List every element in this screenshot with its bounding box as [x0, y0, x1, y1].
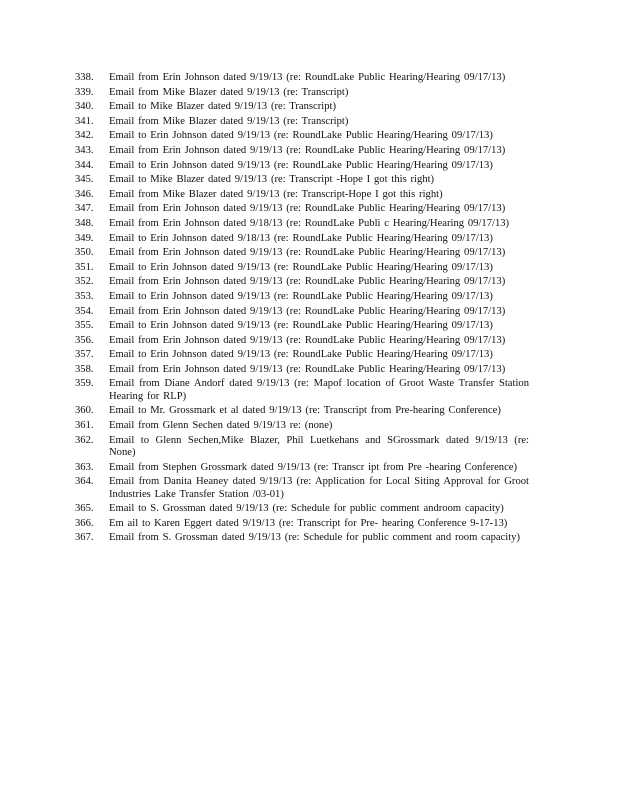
entry-number: 342. [75, 130, 94, 142]
list-item [0, 518, 618, 530]
list-item [0, 462, 618, 474]
entry-number: 347. [75, 203, 94, 215]
entry-number: 355. [75, 320, 94, 332]
list-item [0, 435, 618, 460]
entry-description: Email from Erin Johnson dated 9/19/13 (re: RoundLake Public Hearing/Hearing 09/17/13) [109, 247, 506, 259]
list-item [0, 130, 618, 142]
list-item [0, 233, 618, 245]
entry-number: 356. [75, 334, 94, 346]
entry-number: 353. [75, 290, 94, 302]
entry-description: Email from Erin Johnson dated 9/19/13 (re: RoundLake Public Hearing/Hearing 09/17/13) [109, 305, 506, 317]
list-item [0, 503, 618, 515]
list-item [0, 189, 618, 201]
list-item [0, 262, 618, 274]
entry-description: Email from Erin Johnson dated 9/19/13 (re: RoundLake Public Hearing/Hearing 09/17/13) [109, 334, 506, 346]
email-index-list [0, 72, 618, 547]
entry-description: Email from Glenn Sechen dated 9/19/13 re: (none) [109, 420, 333, 432]
entry-number: 346. [75, 188, 94, 200]
list-item [0, 116, 618, 128]
entry-number: 354. [75, 305, 94, 317]
entry-description: Email to Glenn Sechen,Mike Blazer, Phil Luetkehans and SGrossmark dated 9/19/13 (re: None) [109, 434, 529, 459]
entry-description: Email to Erin Johnson dated 9/19/13 (re: RoundLake Public Hearing/Hearing 09/17/13) [109, 130, 493, 142]
entry-description: Email to Erin Johnson dated 9/19/13 (re: RoundLake Public Hearing/Hearing 09/17/13) [109, 159, 493, 171]
entry-description: Email from Stephen Grossmark dated 9/19/13 (re: Transcr ipt from Pre -hearing Conference) [109, 461, 518, 473]
entry-number: 367. [75, 532, 94, 544]
entry-number: 366. [75, 517, 94, 529]
entry-description: Email from Erin Johnson dated 9/19/13 (re: RoundLake Public Hearing/Hearing 09/17/13) [109, 276, 506, 288]
entry-description: Email from Danita Heaney dated 9/19/13 (re: Application for Local Siting Approval for Groot Industries Lake Transfer Station /03-01) [109, 476, 529, 500]
entry-number: 357. [75, 349, 94, 361]
entry-description: Email from S. Grossman dated 9/19/13 (re: Schedule for public comment and room capacity) [109, 532, 520, 544]
entry-number: 351. [75, 261, 94, 273]
entry-number: 352. [75, 276, 94, 288]
list-item [0, 218, 618, 230]
list-item [0, 145, 618, 157]
entry-number: 343. [75, 144, 94, 156]
entry-number: 339. [75, 86, 94, 98]
list-item [0, 87, 618, 99]
list-item [0, 160, 618, 172]
entry-number: 361. [75, 420, 94, 432]
entry-number: 348. [75, 217, 94, 229]
entry-number: 345. [75, 174, 94, 186]
entry-description: Email to Erin Johnson dated 9/18/13 (re: RoundLake Public Hearing/Hearing 09/17/13) [109, 232, 493, 244]
entry-description: Email to Mr. Grossmark et al dated 9/19/13 (re: Transcript from Pre-hearing Conference) [109, 405, 501, 417]
entry-description: Email to Erin Johnson dated 9/19/13 (re: RoundLake Public Hearing/Hearing 09/17/13) [109, 320, 493, 332]
entry-number: 364. [75, 476, 94, 488]
entry-number: 362. [75, 434, 94, 446]
entry-description: Em ail to Karen Eggert dated 9/19/13 (re: Transcript for Pre- hearing Conference 9-17-13) [109, 517, 508, 529]
list-item [0, 378, 618, 403]
list-item [0, 203, 618, 215]
entry-number: 365. [75, 503, 94, 515]
list-item [0, 247, 618, 259]
list-item [0, 306, 618, 318]
entry-number: 341. [75, 115, 94, 127]
entry-description: Email from Mike Blazer dated 9/19/13 (re: Transcript-Hope I got this right) [109, 188, 443, 200]
entry-description: Email to S. Grossman dated 9/19/13 (re: Schedule for public comment androom capacity) [109, 503, 504, 515]
entry-number: 363. [75, 461, 94, 473]
list-item [0, 420, 618, 432]
entry-description: Email to Mike Blazer dated 9/19/13 (re: Transcript -Hope I got this right) [109, 174, 435, 186]
entry-description: Email from Mike Blazer dated 9/19/13 (re: Transcript) [109, 86, 349, 98]
list-item [0, 364, 618, 376]
list-item [0, 276, 618, 288]
entry-description: Email to Mike Blazer dated 9/19/13 (re: Transcript) [109, 101, 336, 113]
entry-description: Email from Erin Johnson dated 9/19/13 (re: RoundLake Public Hearing/Hearing 09/17/13) [109, 144, 506, 156]
entry-description: Email to Erin Johnson dated 9/19/13 (re: RoundLake Public Hearing/Hearing 09/17/13) [109, 290, 493, 302]
entry-number: 359. [75, 378, 94, 390]
entry-number: 350. [75, 247, 94, 259]
entry-number: 340. [75, 101, 94, 113]
entry-description: Email from Erin Johnson dated 9/19/13 (re: RoundLake Public Hearing/Hearing 09/17/13) [109, 203, 506, 215]
entry-description: Email from Erin Johnson dated 9/19/13 (re: RoundLake Public Hearing/Hearing 09/17/13) [109, 363, 506, 375]
entry-number: 338. [75, 72, 94, 83]
entry-number: 360. [75, 405, 94, 417]
list-item [0, 532, 618, 544]
list-item [0, 405, 618, 417]
list-item [0, 335, 618, 347]
entry-description: Email from Diane Andorf dated 9/19/13 (re: Mapof location of Groot Waste Transfer Station Hearing for RLP) [109, 378, 529, 402]
entry-description: Email to Erin Johnson dated 9/19/13 (re: RoundLake Public Hearing/Hearing 09/17/13) [109, 349, 493, 361]
entry-description: Email to Erin Johnson dated 9/19/13 (re: RoundLake Public Hearing/Hearing 09/17/13) [109, 261, 493, 273]
entry-number: 358. [75, 363, 94, 375]
entry-number: 349. [75, 232, 94, 244]
list-item [0, 476, 618, 501]
list-item [0, 174, 618, 186]
list-item [0, 101, 618, 113]
list-item [0, 72, 618, 84]
list-item [0, 320, 618, 332]
list-item [0, 291, 618, 303]
entry-number: 344. [75, 159, 94, 171]
entry-description: Email from Erin Johnson dated 9/18/13 (re: RoundLake Publi c Hearing/Hearing 09/17/13) [109, 217, 510, 229]
list-item [0, 349, 618, 361]
entry-description: Email from Mike Blazer dated 9/19/13 (re: Transcript) [109, 115, 349, 127]
entry-description: Email from Erin Johnson dated 9/19/13 (re: RoundLake Public Hearing/Hearing 09/17/13) [109, 72, 506, 83]
